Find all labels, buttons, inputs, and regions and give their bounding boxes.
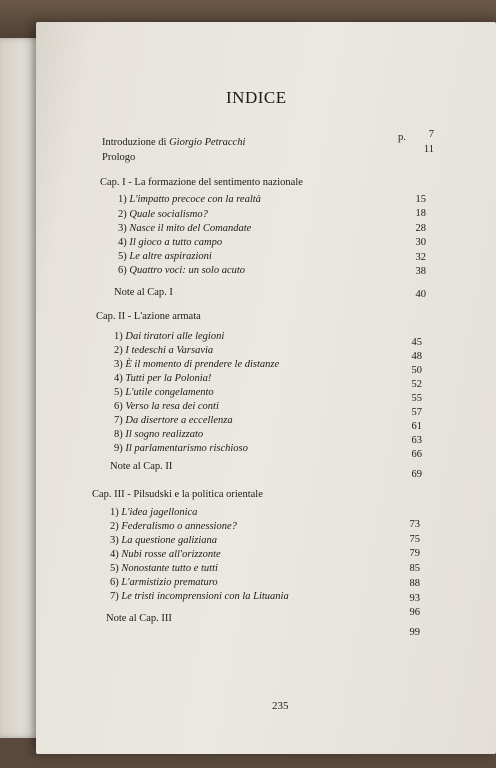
toc-entry: 2) Quale socialismo? bbox=[118, 209, 208, 220]
page-number: 40 bbox=[415, 289, 426, 300]
entry-title: Giorgio Petracchi bbox=[169, 137, 246, 148]
toc-entry: 4) Nubi rosse all'orizzonte bbox=[110, 549, 221, 560]
toc-entry: 6) Verso la resa dei conti bbox=[114, 401, 219, 412]
page-number: 63 bbox=[411, 435, 422, 446]
toc-entry: 3) La questione galiziana bbox=[110, 535, 218, 546]
toc-entry: 1) Dai tiratori alle legioni bbox=[114, 331, 225, 342]
toc-entry: 2) I tedeschi a Varsavia bbox=[114, 345, 214, 356]
page-number: 28 bbox=[415, 223, 426, 234]
page-number: 93 bbox=[409, 593, 420, 604]
page-number: 7 bbox=[428, 129, 434, 140]
toc-entry: 4) Tutti per la Polonia! bbox=[114, 373, 212, 384]
chapter-notes: Note al Cap. II bbox=[110, 461, 173, 472]
entry-label: Introduzione di bbox=[102, 137, 170, 148]
toc-entry: 3) Nasce il mito del Comandate bbox=[118, 223, 252, 234]
toc-entry: 7) Le tristi incomprensioni con la Lituania bbox=[110, 591, 289, 602]
page-prefix: p. bbox=[398, 132, 406, 143]
chapter-heading-2: Cap. II - L'azione armata bbox=[96, 311, 201, 322]
page-number: 45 bbox=[411, 337, 422, 348]
page-number: 85 bbox=[409, 563, 420, 574]
page-number: 50 bbox=[411, 365, 422, 376]
toc-entry: 5) Nonostante tutto e tutti bbox=[110, 563, 218, 574]
page-number: 48 bbox=[411, 351, 422, 362]
page-folio: 235 bbox=[272, 700, 289, 712]
toc-entry: 8) Il sogno realizzato bbox=[114, 429, 204, 440]
page-number: 18 bbox=[415, 208, 426, 219]
toc-entry: 6) L'armistizio prematuro bbox=[110, 577, 218, 588]
toc-entry: 4) Il gioco a tutto campo bbox=[118, 237, 223, 248]
toc-entry: 1) L'impatto precoce con la realtà bbox=[118, 194, 261, 205]
page-number: 75 bbox=[409, 534, 420, 545]
toc-entry: 2) Federalismo o annessione? bbox=[110, 521, 237, 532]
page-number: 96 bbox=[409, 607, 420, 618]
page-number: 11 bbox=[423, 144, 434, 155]
toc-entry: 7) Da disertore a eccellenza bbox=[114, 415, 233, 426]
chapter-heading-3: Cap. III - Pilsudski e la politica orientale bbox=[92, 489, 263, 500]
page-number: 99 bbox=[409, 627, 420, 638]
page-number: 57 bbox=[411, 407, 422, 418]
book-page bbox=[36, 22, 496, 754]
page-number: 55 bbox=[411, 393, 422, 404]
page-number: 73 bbox=[409, 519, 420, 530]
page-number: 79 bbox=[409, 548, 420, 559]
chapter-heading-1: Cap. I - La formazione del sentimento nazionale bbox=[100, 177, 303, 188]
page-number: 88 bbox=[409, 578, 420, 589]
toc-entry-prologue: Prologo bbox=[102, 152, 136, 163]
page-number: 32 bbox=[415, 252, 426, 263]
toc-entry-introduction bbox=[102, 138, 245, 149]
toc-entry: 5) Le altre aspirazioni bbox=[118, 251, 212, 262]
page-title: INDICE bbox=[226, 88, 287, 107]
page-number: 69 bbox=[411, 469, 422, 480]
page-number: 61 bbox=[411, 421, 422, 432]
page-number: 30 bbox=[415, 237, 426, 248]
page-number: 38 bbox=[415, 266, 426, 277]
chapter-notes: Note al Cap. I bbox=[114, 287, 173, 298]
toc-entry: 6) Quattro voci: un solo acuto bbox=[118, 265, 246, 276]
toc-entry: 3) È il momento di prendere le distanze bbox=[114, 359, 280, 370]
toc-entry: 9) Il parlamentarismo rischioso bbox=[114, 443, 248, 454]
page-number: 66 bbox=[411, 449, 422, 460]
chapter-notes: Note al Cap. III bbox=[106, 613, 172, 624]
toc-entry: 5) L'utile congelamento bbox=[114, 387, 214, 398]
toc-entry: 1) L'idea jagellonica bbox=[110, 507, 198, 518]
page-number: 52 bbox=[411, 379, 422, 390]
page-number: 15 bbox=[415, 194, 426, 205]
